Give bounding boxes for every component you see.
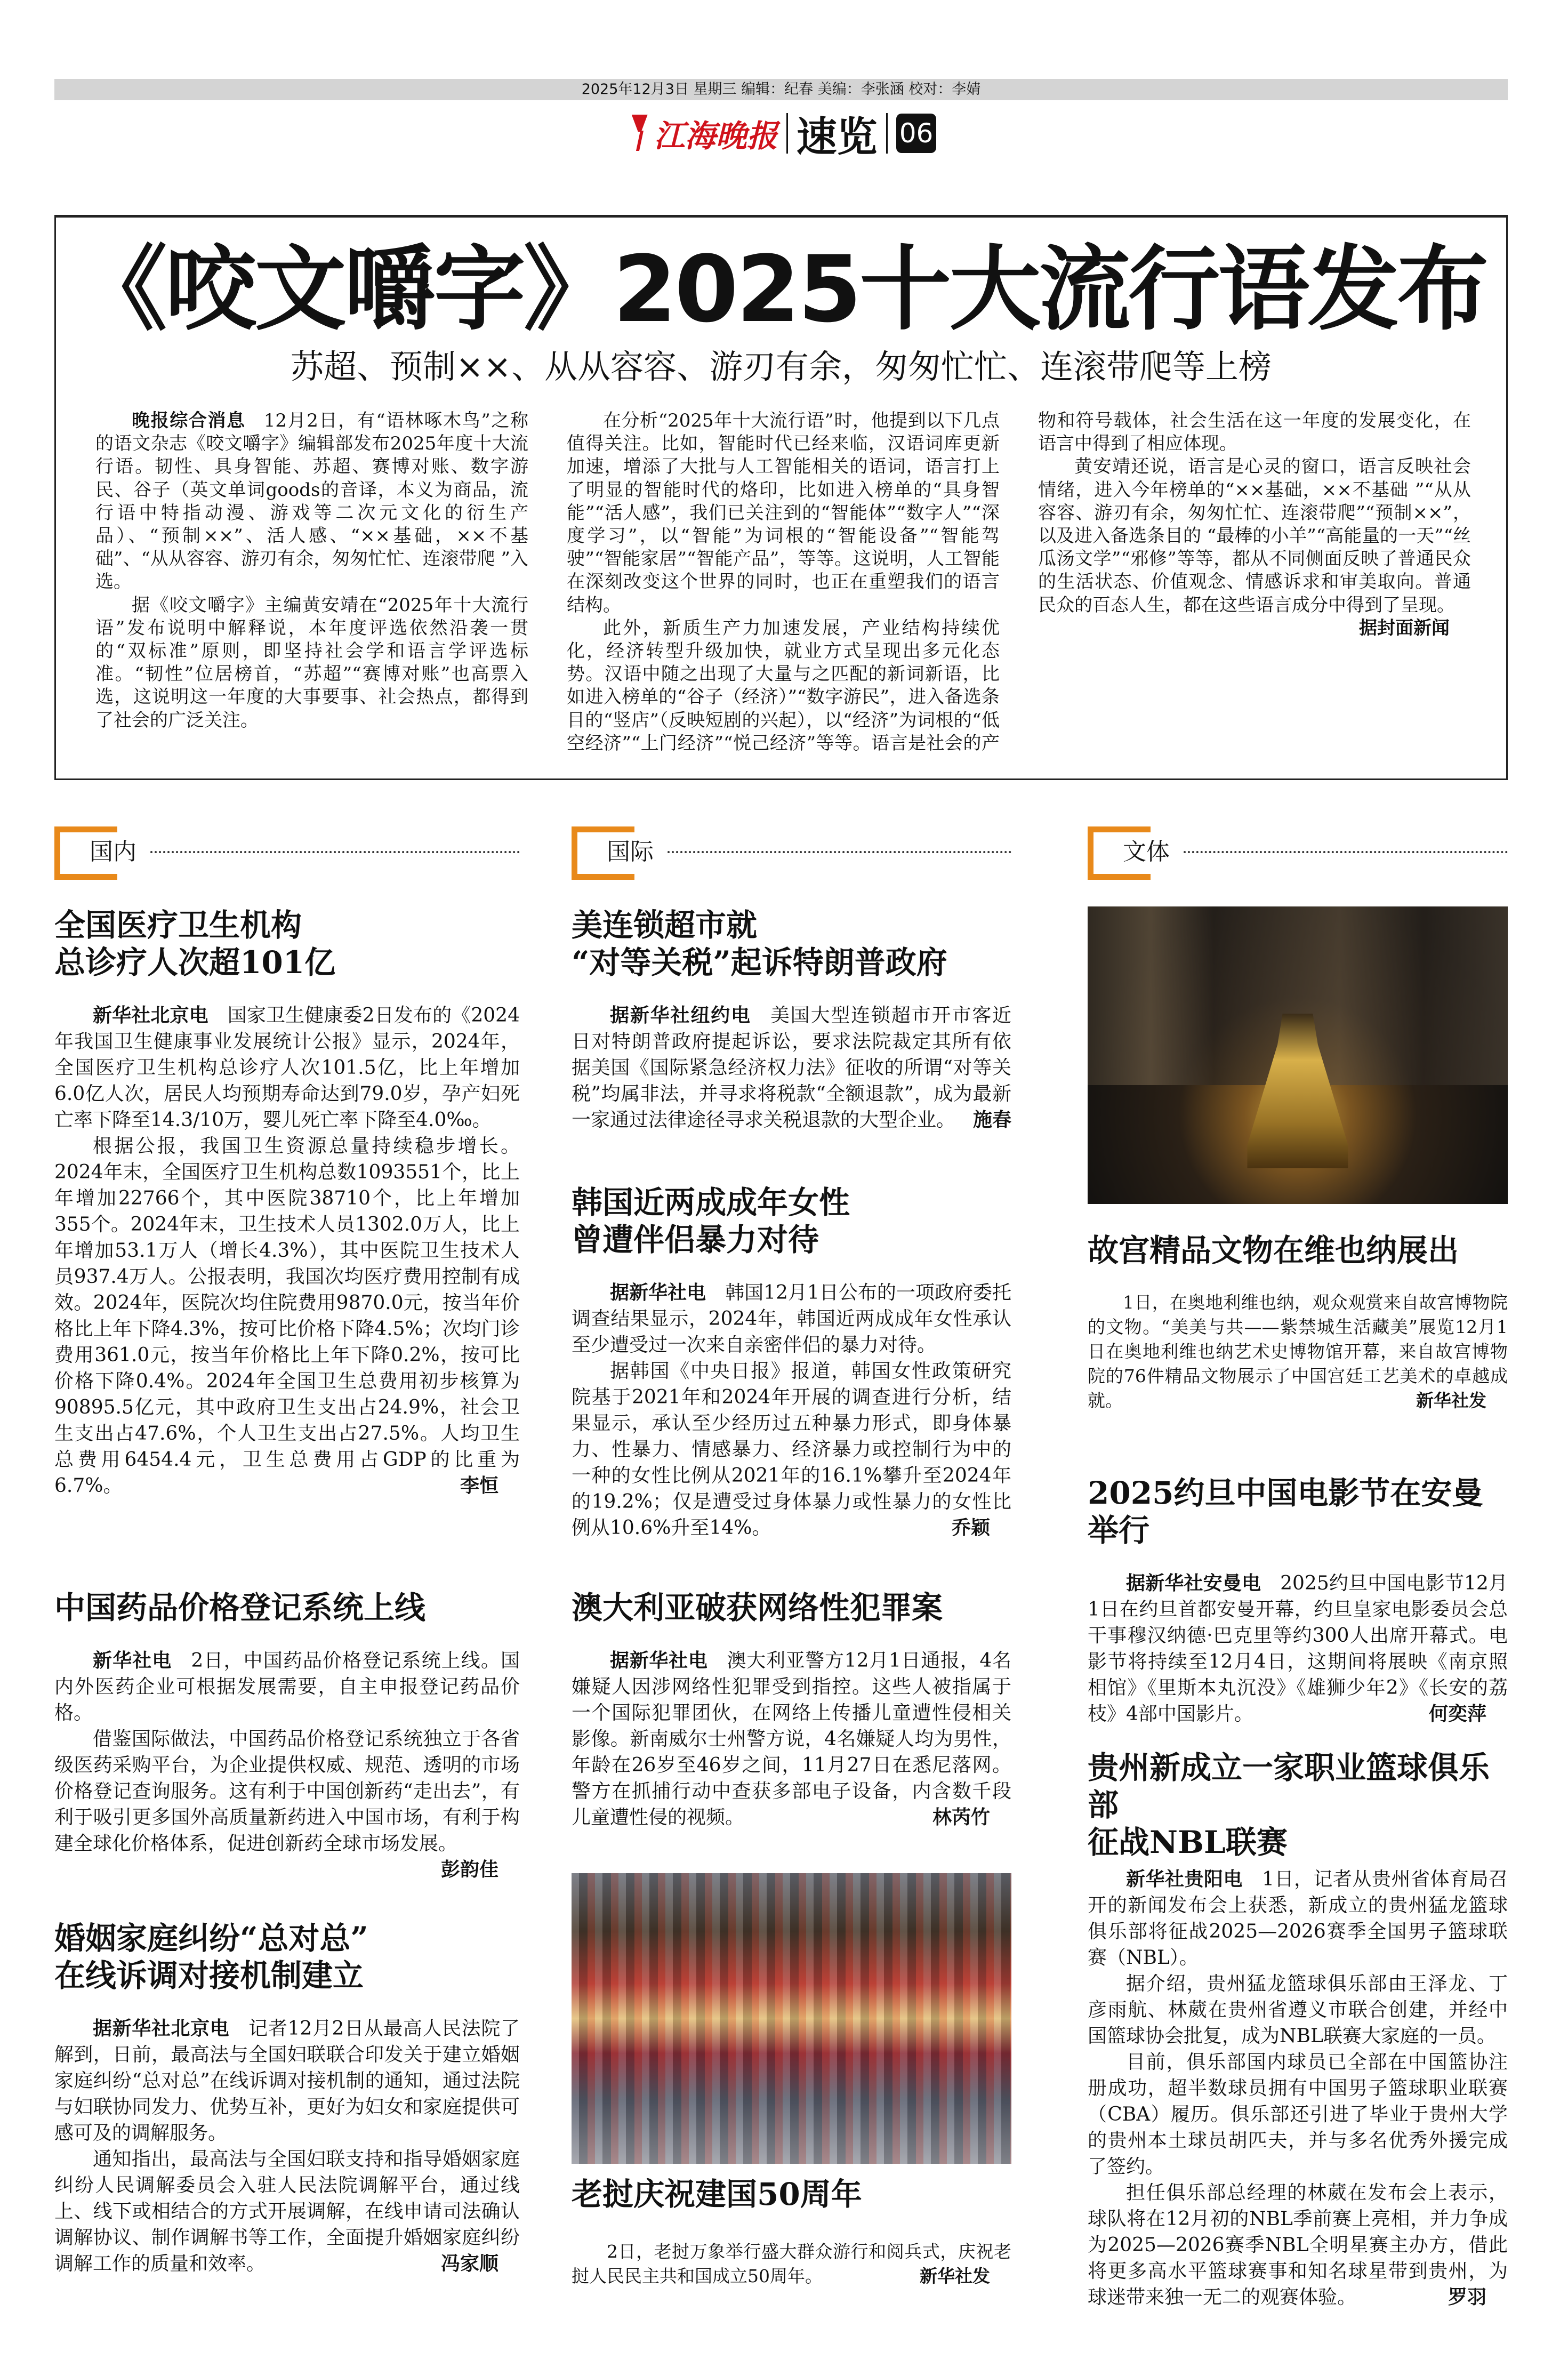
page-header-bar <box>54 79 1508 100</box>
dateline: 据新华社北京电 <box>93 2018 230 2040</box>
article <box>1088 1474 1508 1727</box>
paragraph <box>1088 2180 1508 2310</box>
article <box>572 1589 1011 1831</box>
column-culture-sports <box>1088 826 1508 2309</box>
paragraph <box>54 1133 520 1499</box>
paragraph: 此外，新质生产力加速发展，产业结构持续优化，经济转型升级加快，就业方式呈现出多元化态势。汉语中随之出现了大量与之匹配的新词新语，比如进入榜单的“谷子（经济）”“数字游民”，进入备选条目的“竖店”（反映短剧的兴起），以“经济”为词根的“低空经济”“上门经济”“悦己经济”等等。语言是社会的产物和符号载体，社会生活在这一年度的发展变化，在语言中得到了相应体现。 <box>567 410 1471 754</box>
newspaper-name: 江海晚报 <box>654 118 778 154</box>
headline-line: 在线诉调对接机制建立 <box>54 1957 364 1994</box>
dotted-rule <box>668 851 1011 853</box>
article-headline: 澳大利亚破获网络性犯罪案 <box>572 1590 943 1626</box>
byline: 冯家顺 <box>440 2253 498 2275</box>
article-body <box>54 1648 520 1881</box>
headline-line: 曾遭伴侣暴力对待 <box>572 1222 819 1258</box>
byline: 据封面新闻 <box>1359 617 1450 639</box>
paragraph-text: 黄安靖还说，语言是心灵的窗口，语言反映社会情绪，进入今年榜单的“××基础，××不基础 ”“从从容容、游刃有余，匆匆忙忙、连滚带爬”“预制××”，以及进入备选条目的 “最棒的小羊”“高能量的一天”“丝瓜汤文学”“邪修”等等，都从不同侧面反映了普通民众的生活状态、价值观念、情感诉求和审美取向。普通民众的百态人生，都在这些语言成分中得到了呈现。 <box>1038 456 1471 616</box>
byline: 新华社发 <box>920 2266 990 2286</box>
dotted-rule <box>150 851 520 853</box>
byline: 林芮竹 <box>932 1807 990 1828</box>
article-headline <box>572 906 1011 981</box>
paragraph <box>572 1280 1011 1358</box>
section-header-international <box>572 826 1011 880</box>
lead-body <box>95 410 1471 761</box>
paragraph: 据《咬文嚼字》主编黄安靖在“2025年十大流行语”发布说明中解释说，本年度评选依然沿袭一贯的“双标准”原则，即坚持社会学和语言学评选标准。“韧性”位居榜首，“苏超”“赛博对账”也高票入选，这说明这一年度的大事要事、社会热点，都得到了社会的广泛关注。 <box>95 594 528 731</box>
section-label: 国内 <box>90 838 140 866</box>
byline: 新华社发 <box>1416 1390 1486 1411</box>
section-label: 文体 <box>1123 838 1173 866</box>
paragraph: 目前，俱乐部国内球员已全部在中国篮协注册成功，超半数球员拥有中国男子篮球职业联赛（CBA）履历。俱乐部还引进了毕业于贵州大学的贵州本土球员胡匹夫，并与多名优秀外援完成了签约。 <box>1088 2051 1508 2178</box>
headline-line: 美连锁超市就 <box>572 907 758 943</box>
paragraph <box>572 1358 1011 1541</box>
dateline: 新华社电 <box>93 1650 172 1672</box>
headline-line: 全国医疗卫生机构 <box>54 907 302 943</box>
paragraph-text: 担任俱乐部总经理的林葳在发布会上表示，球队将在12月初的NBL季前赛上亮相，并力争成为2025—2026赛季NBL全明星赛主办方，借此将更多高水平篮球赛事和知名球星带到贵州，为球迷带来独一无二的观赛体验。 <box>1088 2182 1508 2308</box>
divider <box>886 113 888 154</box>
paragraph <box>572 1648 1011 1831</box>
page-number: 06 <box>896 114 937 153</box>
paragraph <box>572 1002 1011 1133</box>
article <box>572 906 1011 1133</box>
paragraph <box>1088 1290 1508 1413</box>
section-header-culture-sports <box>1088 826 1508 880</box>
headline-line: 婚姻家庭纠纷“总对总” <box>54 1920 368 1956</box>
column-domestic <box>54 826 520 2309</box>
newspaper-logo <box>632 111 778 156</box>
byline: 李恒 <box>460 1475 498 1497</box>
paragraph: 据介绍，贵州猛龙篮球俱乐部由王泽龙、丁彦雨航、林葳在贵州省遵义市联合创建，并经中国篮球协会批复，成为NBL联赛大家庭的一员。 <box>1088 1973 1508 2047</box>
article-headline <box>572 1184 1011 1258</box>
lead-article <box>54 215 1508 780</box>
paragraph <box>54 1726 520 1881</box>
byline: 乔颖 <box>951 1517 990 1539</box>
masthead <box>0 109 1568 160</box>
paragraph-text: 根据公报，我国卫生资源总量持续稳步增长。2024年末，全国医疗卫生机构总数1093551个，比上年增加22766个，其中医院38710个，比上年增加355个。2024年末，卫生技术人员1302.0万人，比上年增加53.1万人（增长4.3%），其中医院卫生技术人员937.4万人。公报表明，我国次均医疗费用控制有成效。2024年，医院次均住院费用9870.0元，按当年价格比上年下降4.3%，按可比价格下降4.5%；次均门诊费用361.0元，按当年价格比上年下降0.2%，按可比价格下降0.4%。2024年全国卫生总费用初步核算为90895.5亿元，其中政府卫生支出占24.9%，社会卫生支出占47.6%，个人卫生支出占27.5%。人均卫生总费用6454.4元，卫生总费用占GDP的比重为6.7%。 <box>54 1135 520 1497</box>
article-headline <box>1088 1749 1508 1861</box>
photo-caption-article <box>572 2176 1011 2289</box>
byline: 施春 <box>972 1109 1011 1131</box>
byline: 罗羽 <box>1448 2286 1486 2308</box>
paragraph <box>1088 1866 1508 1971</box>
dateline: 据新华社电 <box>610 1282 706 1304</box>
article <box>572 1184 1011 1541</box>
column-international <box>572 826 1011 2309</box>
paragraph <box>1088 1570 1508 1727</box>
paragraph-text: 记者12月2日从最高人民法院了解到，日前，最高法与全国妇联联合印发关于建立婚姻家庭纠纷“总对总”在线诉调对接机制的通知，通过法院与妇联协同发力、优势互补，更好为妇女和家庭提供可感可及的调解服务。 <box>54 2018 520 2144</box>
section-label: 国际 <box>607 838 657 866</box>
paragraph-text: 2日，中国药品价格登记系统上线。国内外医药企业可根据发展需要，自主申报登记药品价格。 <box>54 1650 520 1724</box>
paragraph-text: 澳大利亚警方12月1日通报，4名嫌疑人因涉网络性犯罪受到指控。这些人被指属于一个国际犯罪团伙，在网络上传播儿童遭性侵相关影像。新南威尔士州警方说，4名嫌疑人均为男性，年龄在26岁至46岁之间，11月27日在悉尼落网。警方在抓捕行动中查获多部电子设备，内含数千段儿童遭性侵的视频。 <box>572 1650 1011 1828</box>
byline: 何奕萍 <box>1428 1703 1486 1725</box>
photo-caption <box>572 2239 1011 2289</box>
logo-mark-icon <box>632 115 650 152</box>
dateline: 晚报综合消息 <box>132 410 246 431</box>
divider <box>786 113 788 154</box>
article-headline: 中国药品价格登记系统上线 <box>54 1590 426 1626</box>
byline: 彭韵佳 <box>440 1859 498 1881</box>
dateline: 新华社贵阳电 <box>1126 1868 1243 1890</box>
article-body <box>1088 1866 1508 2310</box>
article <box>1088 1749 1508 2310</box>
paragraph: 在分析“2025年十大流行语”时，他提到以下几点值得关注。比如，智能时代已经来临，汉语词库更新加速，增添了大批与人工智能相关的语词，语言打上了明显的智能时代的烙印，比如进入榜单的“具身智能”“活人感”，我们已关注到的“智能体”“数字人”“深度学习”，以“智能”为词根的“智能设备”“智能驾驶”“智能家居”“智能产品”，等等。这说明，人工智能在深刻改变这个世界的同时，也正在重塑我们的语言结构。 <box>567 410 1000 616</box>
photo-caption <box>1088 1290 1508 1413</box>
photo-caption-article <box>1088 1232 1508 1413</box>
paragraph <box>54 2146 520 2277</box>
headline-line: 总诊疗人次超101亿 <box>54 944 336 981</box>
paragraph-text: 韩国12月1日公布的一项政府委托调查结果显示，2024年，韩国近两成成年女性承认至少遭受过一次来自亲密伴侣的暴力对待。 <box>572 1282 1011 1356</box>
paragraph <box>572 2239 1011 2289</box>
article-headline <box>54 906 520 981</box>
article <box>54 1589 520 1883</box>
dateline: 新华社北京电 <box>93 1005 208 1026</box>
article-body <box>54 2016 520 2277</box>
section-header-domestic <box>54 826 520 880</box>
article-headline: 2025约旦中国电影节在安曼举行 <box>1088 1475 1483 1548</box>
paragraph-text: 美国大型连锁超市开市客近日对特朗普政府提起诉讼，要求法院裁定其所有依据美国《国际紧急经济权力法》征收的所谓“对等关税”均属非法，并寻求将税款“全额退款”，成为最新一家通过法律途径寻求关税退款的大型企业。 <box>572 1005 1011 1131</box>
article-headline <box>54 1920 520 1994</box>
headline-line: 韩国近两成成年女性 <box>572 1184 850 1221</box>
paragraph-text: 2日，老挝万象举行盛大群众游行和阅兵式，庆祝老挝人民民主共和国成立50周年。 <box>572 2241 1011 2286</box>
paragraph-text: 2025约旦中国电影节12月1日在约旦首都安曼开幕，约旦皇家电影委员会总干事穆汉纳德·巴克里等约300人出席开幕式。电影节将持续至12月4日，这期间将展映《南京照相馆》《里斯本丸沉没》《雄狮少年2》《长安的荔枝》4部中国影片。 <box>1088 1572 1508 1725</box>
paragraph <box>1038 455 1471 639</box>
section-name: 速览 <box>796 113 878 160</box>
headline-line: 贵州新成立一家职业篮球俱乐部 <box>1088 1749 1490 1823</box>
lead-headline: 《咬文嚼字》2025十大流行语发布 <box>75 236 1487 343</box>
paragraph <box>54 2016 520 2146</box>
paragraph <box>54 1648 520 1726</box>
paragraph <box>54 1002 520 1133</box>
article-body <box>572 1648 1011 1831</box>
article-headline: 老挝庆祝建国50周年 <box>572 2176 862 2212</box>
article-body <box>54 1002 520 1499</box>
lead-subheadline: 苏超、预制××、从从容容、游刃有余，匆匆忙忙、连滚带爬等上榜 <box>291 347 1272 386</box>
paragraph-text: 通知指出，最高法与全国妇联支持和指导婚姻家庭纠纷人民调解委员会入驻人民法院调解平台，通过线上、线下或相结合的方式开展调解，在线申请司法确认调解协议、制作调解书等工作，全面提升婚姻家庭纠纷调解工作的质量和效率。 <box>54 2148 520 2275</box>
paragraph-text: 1日，在奥地利维也纳，观众观赏来自故宫博物院的文物。“美美与共——紫禁城生活藏美”展览12月1日在奥地利维也纳艺术史博物馆开幕，来自故宫博物院的76件精品文物展示了中国宫廷工艺美术的卓越成就。 <box>1088 1292 1508 1411</box>
article-body <box>572 1280 1011 1541</box>
article-body <box>572 1002 1011 1133</box>
article <box>54 906 520 1499</box>
paragraph-text: 国家卫生健康委2日发布的《2024年我国卫生健康事业发展统计公报》显示，2024年，全国医疗卫生机构总诊疗人次101.5亿，比上年增加6.0亿人次，居民人均预期寿命达到79.0岁，孕产妇死亡率下降至14.3/10万，婴儿死亡率下降至4.0‰。 <box>54 1005 520 1131</box>
paragraph <box>95 410 528 594</box>
photo-palace-museum-artifact <box>1088 906 1508 1204</box>
headline-line: 征战NBL联赛 <box>1088 1824 1288 1860</box>
photo-laos-parade <box>572 1873 1011 2164</box>
paragraph-text: 12月2日，有“语林啄木鸟”之称的语文杂志《咬文嚼字》编辑部发布2025年度十大流行语。韧性、具身智能、苏超、赛博对账、数字游民、谷子（英文单词goods的音译，本义为商品，流行语中特指动漫、游戏等二次元文化的衍生产品）、“预制××”、活人感、“××基础，××不基础”、“从从容容、游刃有余，匆匆忙忙、连滚带爬 ”入选。 <box>95 410 528 593</box>
dotted-rule <box>1184 851 1508 853</box>
paragraph-text: 1日，记者从贵州省体育局召开的新闻发布会上获悉，新成立的贵州猛龙篮球俱乐部将征战2025—2026赛季全国男子篮球联赛（NBL）。 <box>1088 1868 1508 1969</box>
header-dateline: 2025年12月3日 星期三 编辑：纪春 美编：李张涵 校对：李婧 <box>581 81 981 98</box>
dateline: 据新华社安曼电 <box>1126 1572 1261 1594</box>
headline-line: “对等关税”起诉特朗普政府 <box>572 944 947 981</box>
article <box>54 1920 520 2277</box>
dateline: 据新华社电 <box>610 1650 708 1672</box>
paragraph-text: 据韩国《中央日报》报道，韩国女性政策研究院基于2021年和2024年开展的调查进行分析，结果显示，承认至少经历过五种暴力形式，即身体暴力、性暴力、情感暴力、经济暴力或控制行为中的一种的女性比例从2021年的16.1%攀升至2024年的19.2%；仅是遭受过身体暴力或性暴力的女性比例从10.6%升至14%。 <box>572 1360 1011 1539</box>
article-headline: 故宫精品文物在维也纳展出 <box>1088 1232 1459 1269</box>
dateline: 据新华社纽约电 <box>610 1005 751 1026</box>
article-body <box>1088 1570 1508 1727</box>
paragraph-text: 借鉴国际做法，中国药品价格登记系统独立于各省级医药采购平台，为企业提供权威、规范、透明的市场价格登记查询服务。这有利于中国创新药“走出去”，有利于吸引更多国外高质量新药进入中国市场，有利于构建全球化价格体系，促进创新药全球市场发展。 <box>54 1728 520 1855</box>
